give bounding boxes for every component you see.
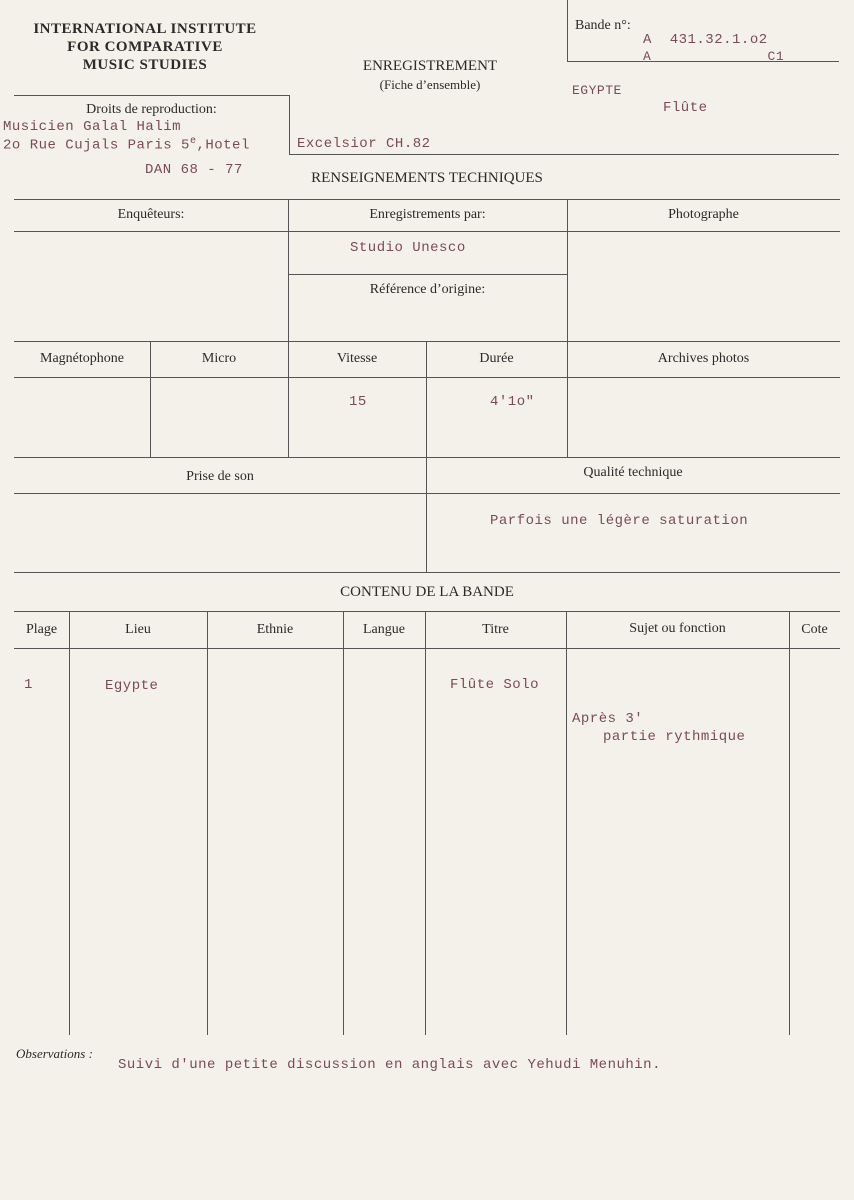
column-header-sujet: Sujet ou fonction [629, 621, 726, 636]
contents-divider-6 [789, 611, 790, 1035]
rights-address-hotel: ,Hotel [196, 137, 250, 154]
observations-text: Suivi d'une petite discussion en anglais avec Yehudi Menuhin. [118, 1057, 661, 1073]
enqueteurs-label: Enquêteurs: [117, 207, 185, 222]
column-header-cote: Cote [801, 622, 828, 637]
institute-line-3: MUSIC STUDIES [82, 57, 208, 73]
rights-label: Droits de reproduction: [86, 102, 217, 117]
rights-box-top-border [14, 95, 289, 96]
row-plage-value: 1 [24, 677, 33, 693]
magnetophone-label: Magnétophone [40, 351, 124, 366]
column-header-titre: Titre [482, 622, 509, 637]
contents-section-title: CONTENU DE LA BANDE [340, 584, 514, 600]
bande-box-left-border [567, 0, 568, 62]
contents-divider-3 [343, 611, 344, 1035]
bande-number: A 431.32.1.o2 [643, 32, 768, 48]
row-sujet-line-1: Après 3' [572, 711, 644, 727]
bande-label: Bande n°: [575, 18, 631, 33]
rights-address-continued: Excelsior CH.82 [297, 136, 431, 152]
column-header-lieu: Lieu [125, 622, 151, 637]
contents-table-top [14, 611, 840, 612]
prise-de-son-label: Prise de son [186, 469, 254, 484]
column-header-plage: Plage [25, 622, 58, 637]
rights-address-superscript: e [189, 136, 197, 147]
reference-code: DAN 68 - 77 [145, 162, 243, 178]
duree-label: Durée [479, 351, 514, 366]
observations-label: Observations : [16, 1046, 93, 1061]
vitesse-label: Vitesse [336, 351, 378, 366]
rights-box-right-border [289, 95, 290, 155]
bande-subnumber: A C1 [643, 49, 785, 64]
enregistrements-label: Enregistrements par: [369, 207, 486, 222]
archives-photos-label: Archives photos [657, 351, 750, 366]
contents-divider-2 [207, 611, 208, 1035]
rights-musician: Musicien Galal Halim [3, 119, 182, 135]
qualite-technique-value: Parfois une légère saturation [490, 513, 749, 529]
studio-reference-divider [288, 274, 567, 275]
contents-divider-5 [566, 611, 567, 1035]
tech-row1-top [14, 199, 840, 200]
tech-section-bottom [14, 572, 840, 573]
contents-divider-4 [425, 611, 426, 1035]
institute-name [10, 20, 280, 74]
studio-value: Studio Unesco [350, 240, 466, 256]
tech-row3-header-bottom [14, 493, 840, 494]
document-subtitle: (Fiche d’ensemble) [379, 77, 481, 92]
column-header-langue: Langue [363, 622, 405, 637]
photographe-label: Photographe [668, 207, 739, 222]
rights-address-street: 2o Rue Cujals Paris 5 [3, 137, 190, 154]
column-header-ethnie: Ethnie [256, 622, 294, 637]
rights-address [3, 136, 250, 154]
institute-line-1: INTERNATIONAL INSTITUTE [33, 21, 257, 37]
row-lieu-value: Egypte [105, 678, 159, 694]
tech-row2-header-bottom [14, 377, 840, 378]
institute-line-2: FOR COMPARATIVE [67, 39, 223, 55]
reference-origine-label: Référence d’origine: [369, 282, 486, 297]
row-titre-value: Flûte Solo [450, 677, 540, 693]
row-sujet-line-2: partie rythmique [603, 729, 746, 745]
vitesse-value: 15 [349, 394, 367, 410]
contents-table-header-bottom [14, 648, 840, 649]
country-value: EGYPTE [572, 83, 622, 98]
micro-label: Micro [201, 351, 237, 366]
tech-row2-top [14, 341, 840, 342]
document-title: ENREGISTREMENT [362, 58, 498, 74]
header-divider [289, 154, 839, 155]
instrument-value: Flûte [663, 100, 708, 116]
tech-row1-header-bottom [14, 231, 840, 232]
qualite-technique-label: Qualité technique [583, 465, 683, 480]
contents-divider-1 [69, 611, 70, 1035]
duree-value: 4'1o" [490, 394, 535, 410]
tech-row3-top [14, 457, 840, 458]
technical-section-title: RENSEIGNEMENTS TECHNIQUES [311, 170, 543, 186]
